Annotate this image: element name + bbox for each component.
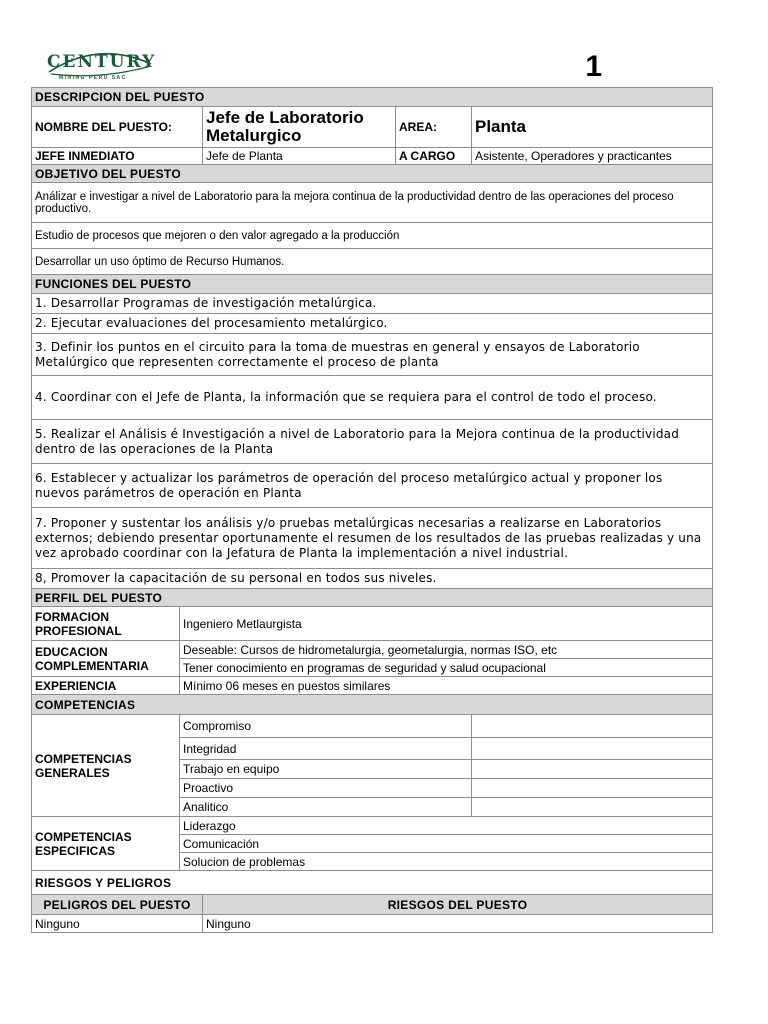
- section-riesgos: RIESGOS Y PELIGROS: [32, 871, 713, 895]
- funcion-item: 3. Definir los puntos en el circuito para la toma de muestras en general y ensayos de Laboratorio Metalúrgico que representen correctamente el proceso de planta: [32, 334, 713, 376]
- competencia-item: Trabajo en equipo: [180, 760, 472, 779]
- cargo-value: Asistente, Operadores y practicantes: [472, 148, 713, 165]
- header-bar: [31, 40, 712, 87]
- formacion-label: FORMACION PROFESIONAL: [32, 607, 180, 641]
- educacion-value: Deseable: Cursos de hidrometalurgia, geometalurgia, normas ISO, etc: [180, 641, 713, 659]
- logo-subtitle: MINING PERU SAC: [59, 75, 127, 81]
- section-objetivo: OBJETIVO DEL PUESTO: [32, 165, 713, 183]
- objetivo-item: Desarrollar un uso óptimo de Recurso Humanos.: [32, 249, 713, 275]
- jefe-label: JEFE INMEDIATO: [32, 148, 203, 165]
- jefe-value: Jefe de Planta: [203, 148, 396, 165]
- funcion-item: 8, Promover la capacitación de su personal en todos sus niveles.: [32, 569, 713, 589]
- educacion-label: EDUCACION COMPLEMENTARIA: [32, 641, 180, 677]
- document-page: [31, 40, 712, 933]
- page-number: 1: [585, 50, 602, 83]
- generales-label: COMPETENCIAS GENERALES: [32, 715, 180, 817]
- riesgos-header: RIESGOS DEL PUESTO: [203, 895, 713, 915]
- empty-cell: [472, 779, 713, 798]
- competencia-item: Proactivo: [180, 779, 472, 798]
- competencia-item: Integridad: [180, 738, 472, 760]
- formacion-value: Ingeniero Metlaurgista: [180, 607, 713, 641]
- competencia-item: Liderazgo: [180, 817, 713, 835]
- section-perfil: PERFIL DEL PUESTO: [32, 589, 713, 607]
- company-logo: [43, 46, 155, 82]
- riesgos-value: Ninguno: [203, 915, 713, 933]
- funcion-item: 4. Coordinar con el Jefe de Planta, la información que se requiera para el control de todo el proceso.: [32, 376, 713, 420]
- section-descripcion: DESCRIPCION DEL PUESTO: [32, 88, 713, 107]
- competencia-item: Analitico: [180, 798, 472, 817]
- empty-cell: [472, 760, 713, 779]
- logo-brand: CENTURY: [47, 52, 157, 72]
- area-value: Planta: [472, 107, 713, 148]
- peligros-header: PELIGROS DEL PUESTO: [32, 895, 203, 915]
- funcion-item: 6. Establecer y actualizar los parámetros de operación del proceso metalúrgico actual y proponer los nuevos parámetros de operación en Planta: [32, 464, 713, 508]
- competencia-item: Solucion de problemas: [180, 853, 713, 871]
- nombre-value: Jefe de Laboratorio Metalurgico: [203, 107, 396, 148]
- area-label: AREA:: [396, 107, 472, 148]
- especificas-label: COMPETENCIAS ESPECIFICAS: [32, 817, 180, 871]
- funcion-item: 1. Desarrollar Programas de investigación metalúrgica.: [32, 294, 713, 314]
- experiencia-label: EXPERIENCIA: [32, 677, 180, 695]
- educacion-value: Tener conocimiento en programas de seguridad y salud ocupacional: [180, 659, 713, 677]
- empty-cell: [472, 798, 713, 817]
- experiencia-value: Mínimo 06 meses en puestos similares: [180, 677, 713, 695]
- empty-cell: [472, 715, 713, 738]
- competencia-item: Compromiso: [180, 715, 472, 738]
- competencia-item: Comunicación: [180, 835, 713, 853]
- objetivo-item: Análizar e investigar a nivel de Laboratorio para la mejora continua de la productividad dentro de las operaciones del proceso productivo.: [32, 183, 713, 223]
- nombre-label: NOMBRE DEL PUESTO:: [32, 107, 203, 148]
- section-funciones: FUNCIONES DEL PUESTO: [32, 275, 713, 294]
- peligros-value: Ninguno: [32, 915, 203, 933]
- cargo-label: A CARGO: [396, 148, 472, 165]
- objetivo-item: Estudio de procesos que mejoren o den valor agregado a la producción: [32, 223, 713, 249]
- funcion-item: 2. Ejecutar evaluaciones del procesamiento metalúrgico.: [32, 314, 713, 334]
- section-competencias: COMPETENCIAS: [32, 695, 713, 715]
- funcion-item: 7. Proponer y sustentar los análisis y/o pruebas metalúrgicas necesarias a realizarse en Laboratorios externos; debiendo presentar oportunamente el resumen de los resultados de las pruebas realizadas y una vez aprobado coordinar con la Jefatura de Planta la implementación a nivel industrial.: [32, 508, 713, 569]
- funcion-item: 5. Realizar el Análisis é Investigación a nivel de Laboratorio para la Mejora continua de la productividad dentro de las operaciones de la Planta: [32, 420, 713, 464]
- job-description-table: [31, 87, 713, 933]
- empty-cell: [472, 738, 713, 760]
